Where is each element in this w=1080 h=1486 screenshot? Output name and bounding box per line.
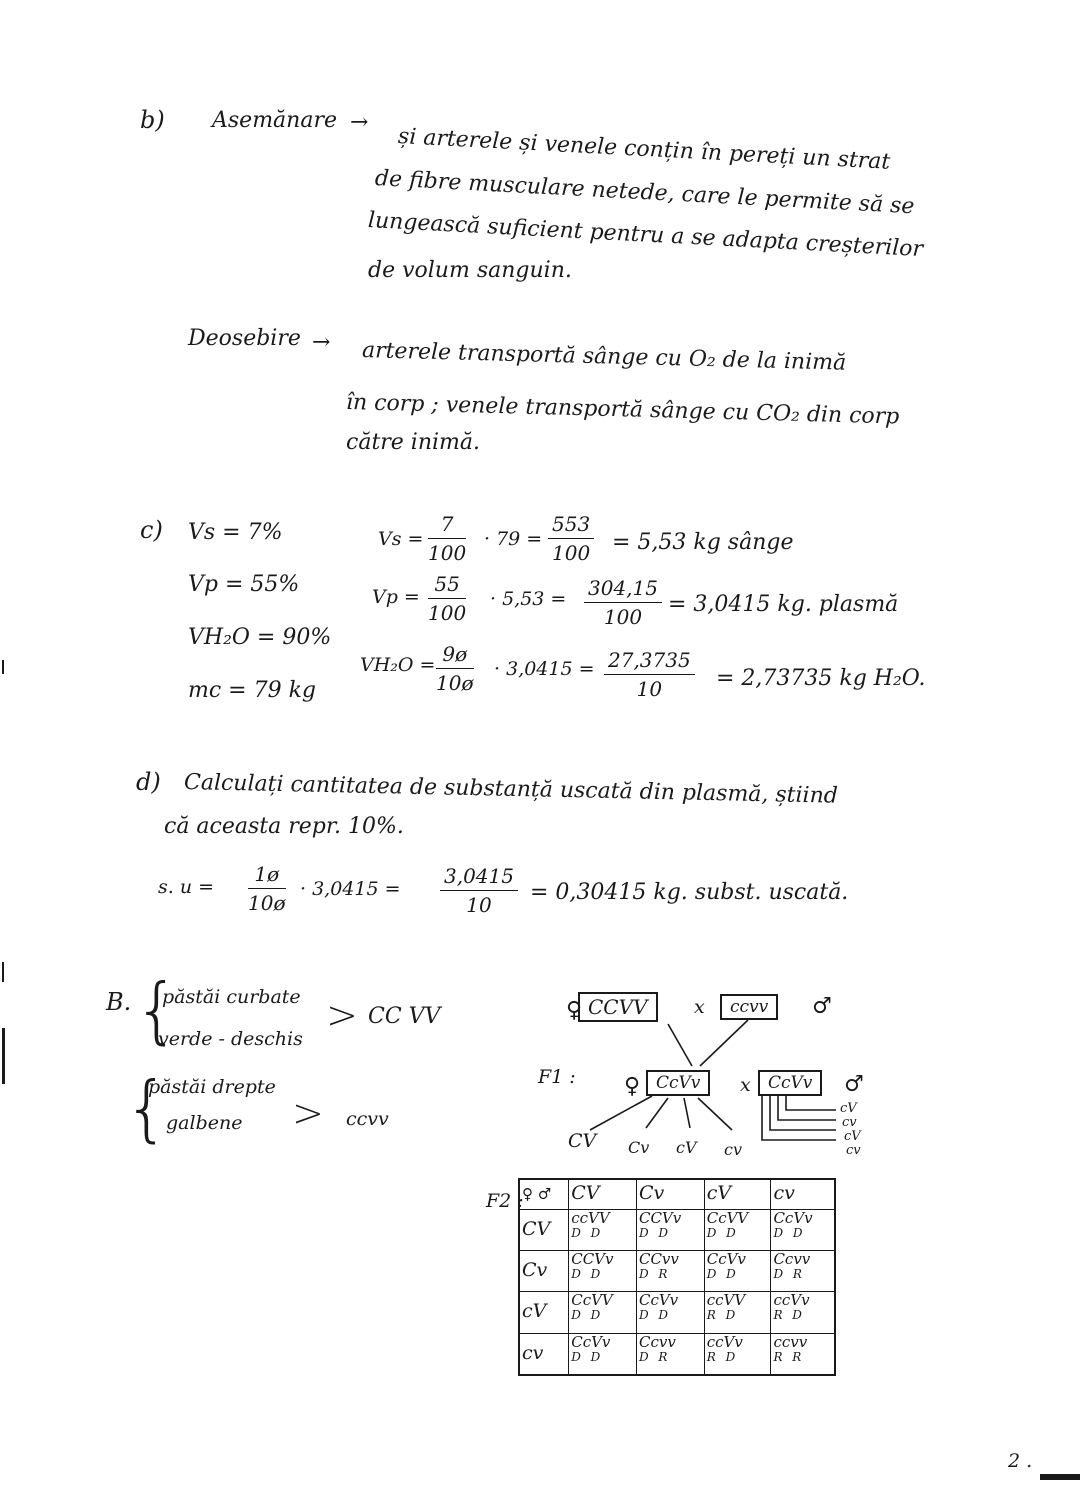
punnett-cell	[636, 1209, 704, 1250]
cell-genotype: ccvv	[773, 1332, 808, 1351]
gamete-right-4: cv	[846, 1143, 861, 1158]
scan-edge-mark	[2, 962, 4, 982]
punnett-col-header: cV	[704, 1179, 771, 1209]
f2-label: F2 :	[486, 1190, 524, 1212]
parent1-line	[668, 1024, 692, 1066]
cell-genotype: CcVV	[706, 1208, 749, 1227]
bracket-2	[770, 1094, 836, 1130]
parent2-genotype: ccvv	[346, 1108, 389, 1130]
cell-genotype: ccVV	[706, 1291, 746, 1310]
parent1-trait-2: verde - deschis	[158, 1028, 303, 1050]
parent2-box: ccvv	[720, 994, 778, 1020]
cell-phenotype: D R	[773, 1267, 805, 1282]
f1-label: F1 :	[538, 1066, 576, 1088]
eq3-result: = 2,73735 kg H₂O.	[716, 666, 926, 691]
gamete-3: cV	[676, 1138, 697, 1157]
cell-phenotype: D D	[571, 1308, 604, 1323]
cell-genotype: ccVv	[773, 1291, 810, 1310]
cell-phenotype: D D	[706, 1225, 739, 1240]
punnett-cell	[569, 1292, 637, 1333]
punnett-row-header: CV	[519, 1209, 569, 1250]
given-vh2o: VH₂O = 90%	[188, 625, 332, 650]
punnett-cell	[569, 1250, 637, 1291]
punnett-cell	[569, 1333, 637, 1375]
eq1-result: = 5,53 kg sânge	[612, 530, 794, 555]
f1-male-box: CcVv	[758, 1070, 822, 1096]
greater-than-icon: >	[326, 993, 358, 1037]
d-eq-result: = 0,30415 kg. subst. uscată.	[530, 880, 849, 905]
cell-phenotype: D D	[638, 1225, 672, 1240]
punnett-cell	[771, 1292, 835, 1333]
asemanare-line-1: și arterele și venele conțin în pereți un strat	[397, 124, 891, 175]
female-icon: ♀	[624, 1074, 641, 1099]
punnett-cell	[771, 1209, 835, 1250]
cell-genotype: CcVv	[571, 1332, 611, 1351]
cell-phenotype: R D	[706, 1308, 739, 1323]
punnett-col-header: CV	[569, 1179, 637, 1209]
given-mc: mc = 79 kg	[188, 678, 317, 703]
parent2-trait-2: galbene	[166, 1112, 243, 1134]
cell-phenotype: D R	[638, 1267, 671, 1282]
punnett-cell	[704, 1209, 771, 1250]
gamete-2: Cv	[628, 1138, 650, 1157]
eq3-lhs: VH₂O =	[360, 654, 436, 676]
section-c-label: c)	[140, 516, 163, 544]
deosebire-line-1: arterele transportă sânge cu O₂ de la inimă	[361, 338, 847, 376]
section-b-label: b)	[140, 106, 165, 134]
brace-icon: {	[124, 1066, 170, 1150]
cell-phenotype: D R	[638, 1349, 671, 1364]
gamete-right-2: cv	[842, 1115, 857, 1130]
cross-sign: x	[694, 996, 705, 1018]
cell-phenotype: R R	[773, 1349, 805, 1364]
eq3-mid: · 3,0415 =	[494, 658, 595, 680]
scan-edge-mark	[1040, 1474, 1080, 1480]
eq2-lhs: Vp =	[372, 586, 420, 608]
bracket-4	[786, 1094, 836, 1110]
asemanare-line-3: lungească suficient pentru a se adapta creșterilor	[367, 208, 924, 263]
cell-genotype: Ccvv	[638, 1332, 676, 1351]
cell-phenotype: D D	[571, 1225, 604, 1240]
female-icon: ♀	[566, 998, 583, 1023]
arrow-icon: →	[312, 330, 331, 355]
cell-phenotype: D D	[571, 1267, 604, 1282]
punnett-cell	[704, 1292, 771, 1333]
parent1-box: CCVV	[578, 992, 658, 1022]
punnett-col-header: Cv	[636, 1179, 704, 1209]
page-number: 2 .	[1008, 1450, 1033, 1472]
cell-genotype: CcVV	[571, 1291, 613, 1310]
punnett-cell	[636, 1250, 704, 1291]
cell-genotype: CCvv	[638, 1249, 679, 1268]
male-icon: ♂	[812, 994, 832, 1019]
eq2-fraction-1: 55 100	[428, 572, 467, 625]
cross-sign: x	[740, 1074, 751, 1096]
punnett-cell	[704, 1333, 771, 1375]
punnett-cell	[704, 1250, 771, 1291]
scan-edge-mark	[2, 660, 4, 674]
parent2-trait-1: păstăi drepte	[148, 1076, 276, 1098]
parent1-trait-1: păstăi curbate	[162, 986, 301, 1008]
cell-phenotype: D D	[773, 1225, 806, 1240]
eq1-fraction-1: 7 100	[428, 512, 467, 565]
d-statement-line-1: Calculați cantitatea de substanță uscată din plasmă, știind	[183, 770, 839, 809]
punnett-row-header: cV	[519, 1292, 569, 1333]
cell-genotype: CCVv	[571, 1249, 614, 1268]
asemanare-line-2: de fibre musculare netede, care le permite să se	[374, 166, 916, 220]
punnett-cell	[636, 1333, 704, 1375]
brace-icon: {	[134, 968, 180, 1052]
given-vs: Vs = 7%	[188, 520, 283, 545]
d-eq-fraction-1: 1ø 10ø	[248, 862, 286, 915]
cell-genotype: ccVv	[706, 1332, 743, 1351]
scan-edge-mark	[2, 1028, 5, 1084]
cell-phenotype: D D	[706, 1267, 739, 1282]
cell-phenotype: R D	[773, 1308, 805, 1323]
cell-phenotype: D D	[638, 1308, 672, 1323]
gamete-right-3: cV	[844, 1129, 861, 1144]
eq2-result: = 3,0415 kg. plasmă	[668, 592, 899, 617]
punnett-row-header: cv	[519, 1333, 569, 1375]
gamete-right-1: cV	[840, 1101, 857, 1116]
cell-genotype: ccVV	[571, 1208, 610, 1227]
punnett-corner: ♀ ♂	[519, 1179, 569, 1209]
gamete-1: CV	[568, 1130, 597, 1152]
deosebire-title: Deosebire	[188, 326, 301, 351]
greater-than-icon: >	[292, 1091, 324, 1135]
eq1-fraction-2: 553 100	[548, 512, 594, 565]
cell-genotype: CcVv	[638, 1291, 679, 1310]
gamete-line-3	[684, 1098, 690, 1128]
eq3-fraction-1: 9ø 10ø	[436, 642, 474, 695]
gamete-4: cv	[724, 1140, 742, 1159]
punnett-square	[518, 1178, 836, 1376]
section-d-label: d)	[136, 768, 161, 796]
punnett-col-header: cv	[771, 1179, 835, 1209]
parent1-genotype: CC VV	[368, 1004, 441, 1029]
parent2-line	[700, 1020, 748, 1066]
asemanare-title: Asemănare	[212, 108, 337, 133]
punnett-cell	[771, 1333, 835, 1375]
cell-genotype: Ccvv	[773, 1249, 811, 1268]
given-vp: Vp = 55%	[188, 572, 300, 597]
deosebire-line-2: în corp ; venele transportă sânge cu CO₂ din corp	[345, 390, 900, 430]
gamete-line-2	[646, 1098, 668, 1128]
eq2-mid: · 5,53 =	[490, 588, 567, 610]
d-eq-fraction-2: 3,0415 10	[440, 864, 518, 917]
gamete-line-4	[698, 1098, 732, 1130]
male-icon: ♂	[844, 1072, 864, 1097]
cell-genotype: CcVv	[706, 1249, 746, 1268]
eq2-fraction-2: 304,15 100	[584, 576, 662, 629]
cell-genotype: CcVv	[773, 1208, 813, 1227]
d-statement-line-2: că aceasta repr. 10%.	[164, 814, 404, 839]
punnett-row-header: Cv	[519, 1250, 569, 1291]
f1-female-box: CcVv	[646, 1070, 710, 1096]
cell-phenotype: D D	[571, 1349, 604, 1364]
arrow-icon: →	[350, 110, 369, 135]
eq1-lhs: Vs =	[378, 528, 424, 550]
punnett-cell	[569, 1209, 637, 1250]
eq3-fraction-2: 27,3735 10	[604, 648, 695, 701]
punnett-cell	[636, 1292, 704, 1333]
d-eq-lhs: s. u =	[158, 876, 215, 898]
punnett-cell	[771, 1250, 835, 1291]
bracket-1	[762, 1094, 836, 1140]
eq1-mid: · 79 =	[484, 528, 543, 550]
cell-genotype: CCVv	[638, 1208, 682, 1227]
deosebire-line-3: către inimă.	[346, 430, 481, 455]
section-B-label: B.	[106, 988, 132, 1016]
asemanare-line-4: de volum sanguin.	[368, 258, 572, 283]
cell-phenotype: R D	[706, 1349, 739, 1364]
d-eq-mid: · 3,0415 =	[300, 878, 401, 900]
gamete-line-1	[590, 1096, 652, 1130]
